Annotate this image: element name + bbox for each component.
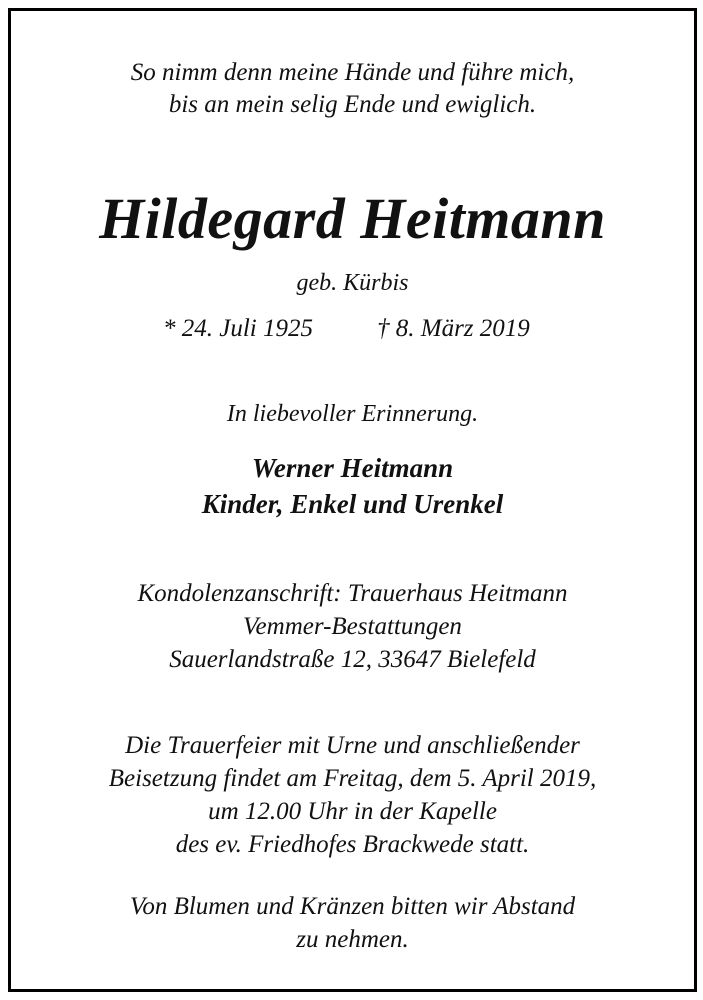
verse-line-1: So nimm denn meine Hände und führe mich, (130, 59, 575, 86)
family-line-1: Werner Heitmann (251, 453, 454, 483)
request-line-1: Von Blumen und Kränzen bitten wir Abstand (129, 893, 576, 920)
birth-date: * 24. Juli 1925 (163, 315, 313, 342)
verse-line-2: bis an mein selig Ende und ewiglich. (168, 91, 537, 118)
funeral-line-1: Die Trauerfeier mit Urne und anschließender (125, 732, 580, 759)
family-line-2: Kinder, Enkel und Urenkel (201, 489, 504, 519)
condolence-line-2: Vemmer-Bestattungen (243, 613, 462, 640)
funeral-line-2: Beisetzung findet am Freitag, dem 5. April 2019, (108, 765, 597, 792)
funeral-line-4: des ev. Friedhofes Brackwede statt. (175, 831, 530, 858)
funeral-line-3: um 12.00 Uhr in der Kapelle (208, 798, 497, 825)
obituary-notice (8, 8, 697, 992)
remembrance-text: In liebevoller Erinnerung. (226, 401, 479, 427)
request-line-2: zu nehmen. (296, 926, 409, 953)
deceased-name: Hildegard Heitmann (99, 186, 606, 251)
maiden-name: geb. Kürbis (296, 270, 409, 296)
condolence-line-1: Kondolenzanschrift: Trauerhaus Heitmann (137, 580, 568, 607)
condolence-line-3: Sauerlandstraße 12, 33647 Bielefeld (169, 646, 536, 673)
death-date: † 8. März 2019 (377, 315, 530, 342)
